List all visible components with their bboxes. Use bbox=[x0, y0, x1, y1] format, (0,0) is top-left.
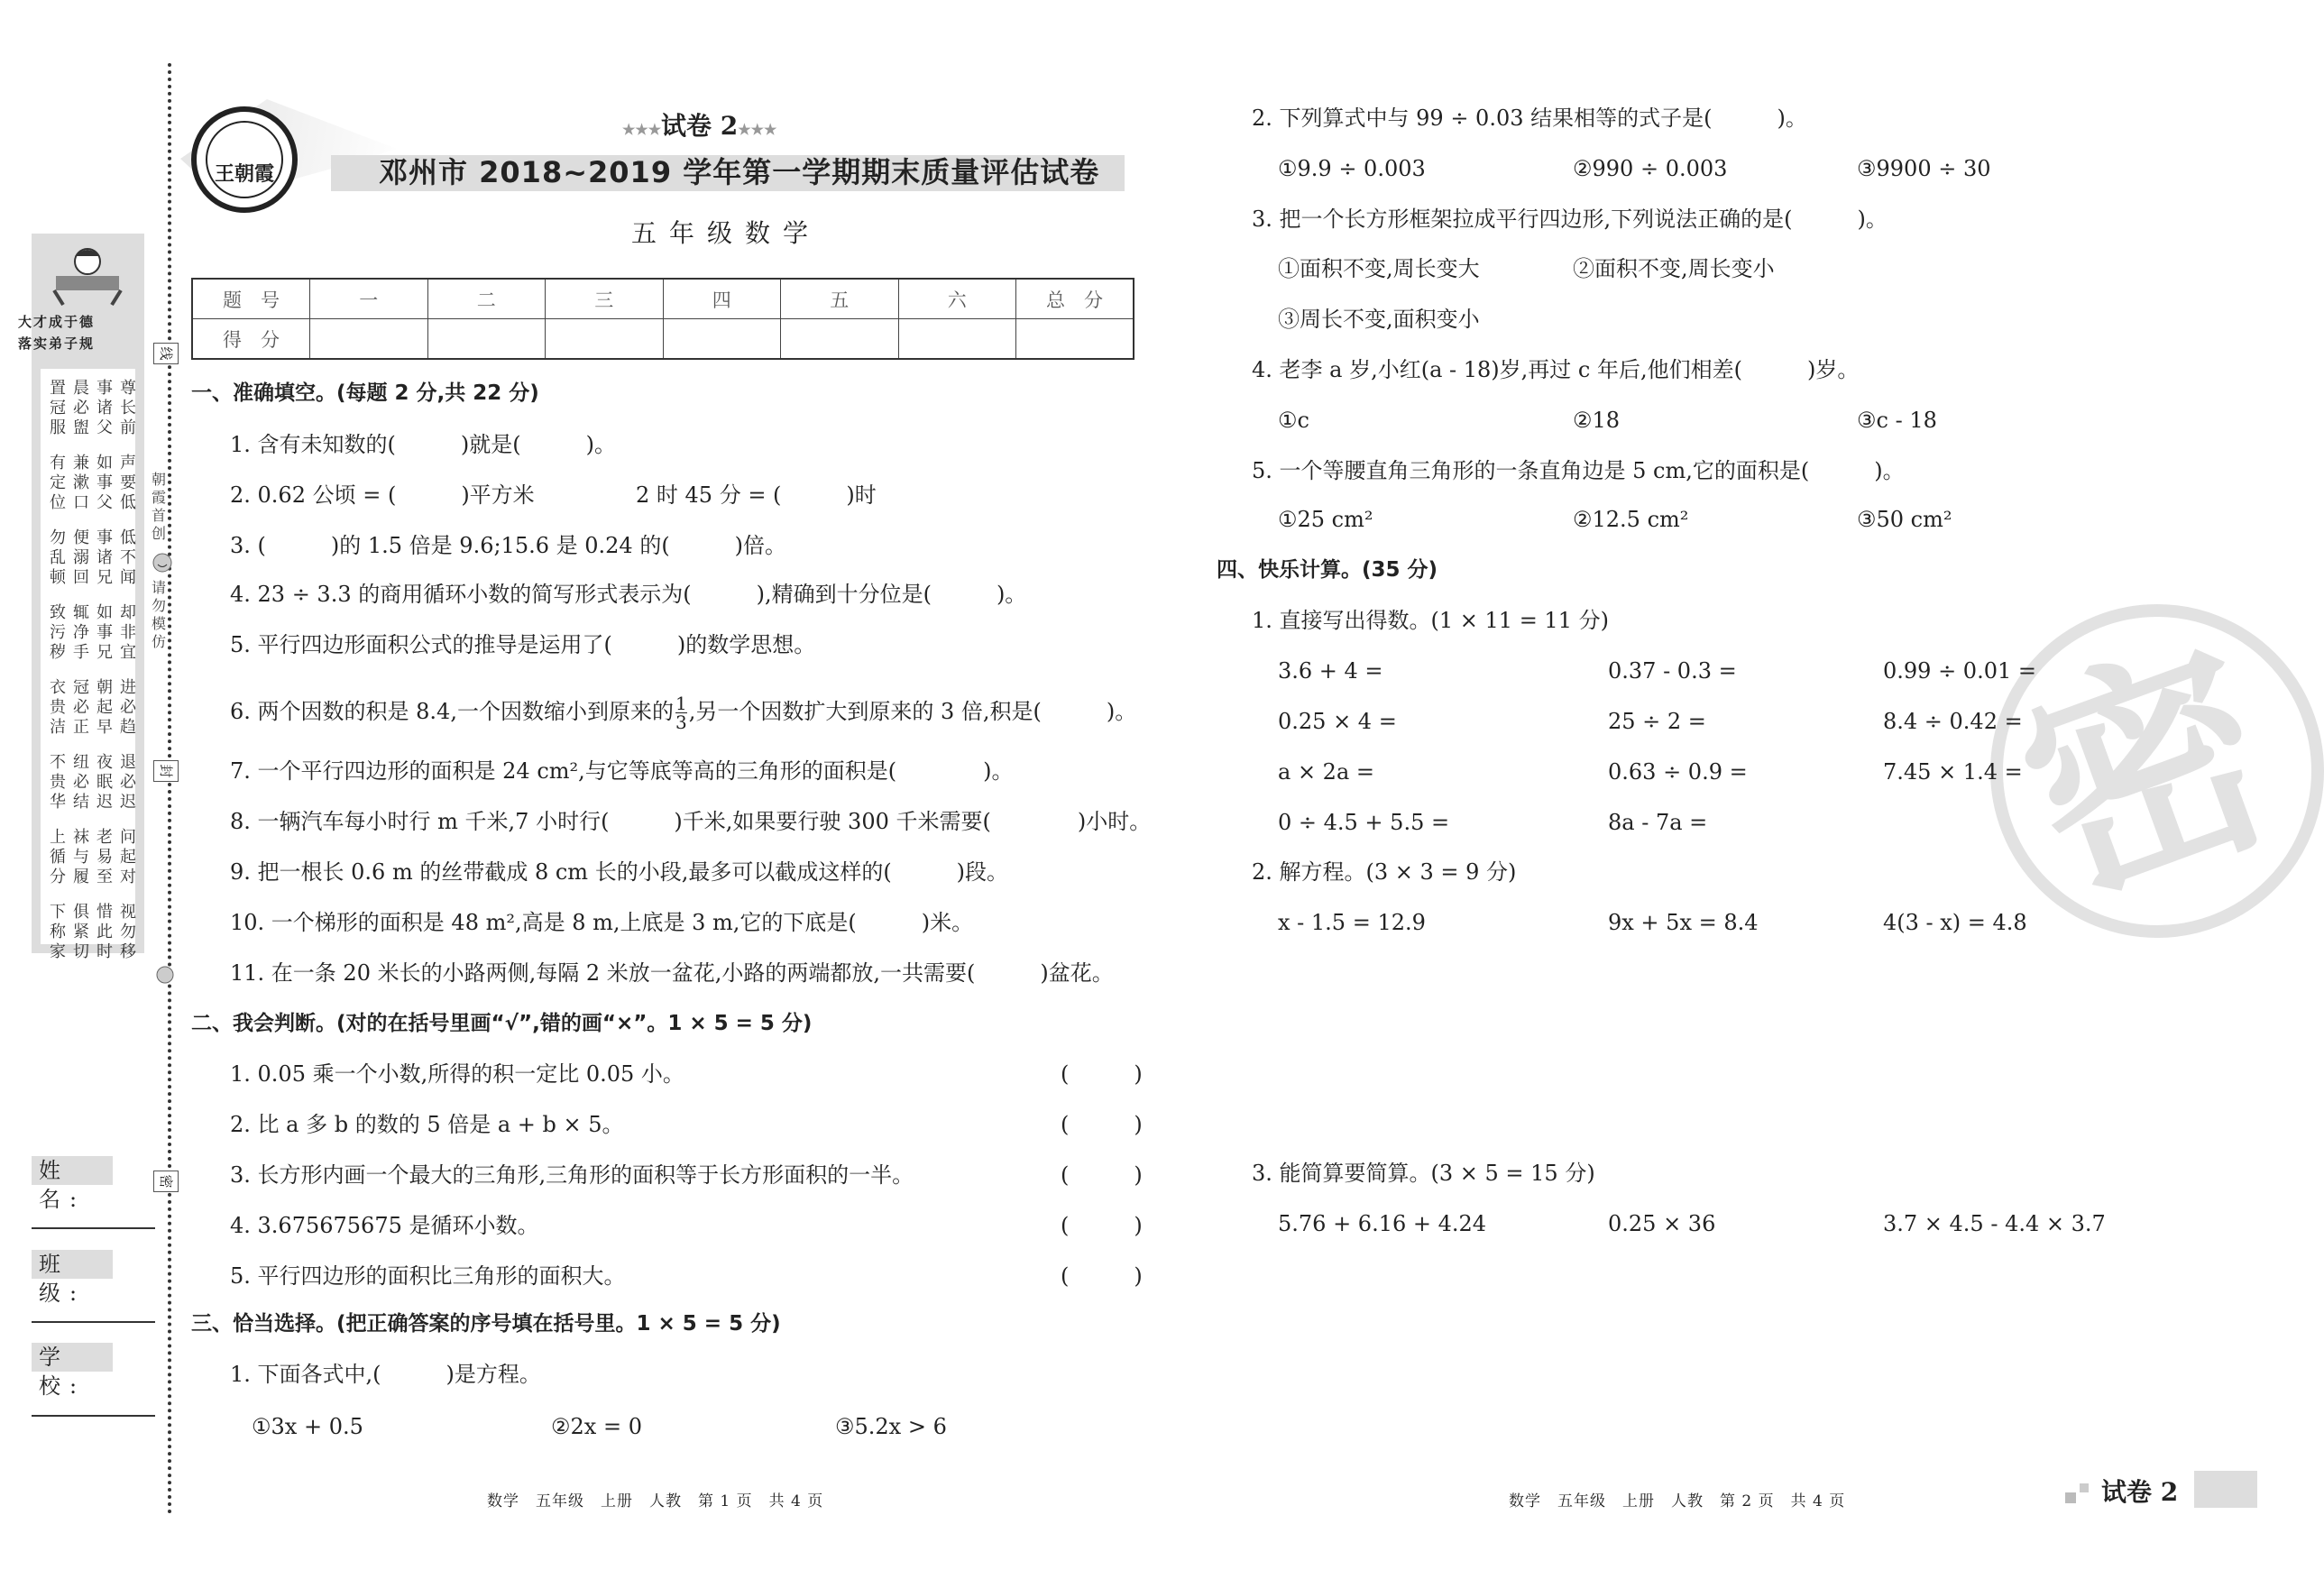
question-text: ,另一个因数扩大到原来的 3 倍,积是( )。 bbox=[688, 699, 1137, 724]
answer-paren: ( ) bbox=[1061, 1112, 1143, 1137]
sidebar-verse-line: 定漱事要 bbox=[50, 473, 143, 492]
equation-item: 9x + 5x = 8.4 bbox=[1608, 910, 1759, 935]
section-heading: 一、准确填空。(每题 2 分,共 22 分) bbox=[191, 381, 539, 405]
score-cell[interactable] bbox=[663, 319, 781, 360]
direct-calc-item: 25 ÷ 2 = bbox=[1608, 709, 1706, 734]
section-heading: 二、我会判断。(对的在括号里画“√”,错的画“×”。1 × 5 = 5 分) bbox=[191, 1012, 813, 1035]
true-false-question: 4. 3.675675675 是循环小数。 bbox=[230, 1213, 539, 1238]
direct-calc-item: 0 ÷ 4.5 + 5.5 = bbox=[1278, 810, 1450, 835]
sidebar-verse-line: 华结迟迟 bbox=[50, 793, 143, 812]
score-header-cell: 四 bbox=[663, 279, 781, 319]
school-field[interactable] bbox=[32, 1415, 155, 1417]
sidebar-verse-line: 致辄如却 bbox=[50, 603, 143, 622]
fraction-denominator: 3 bbox=[675, 712, 687, 733]
sidebar-verse-line: 循与易起 bbox=[50, 848, 143, 867]
true-false-question: 1. 0.05 乘一个小数,所得的积一定比 0.05 小。 bbox=[230, 1061, 684, 1087]
answer-paren: ( ) bbox=[1061, 1263, 1143, 1289]
fraction bbox=[675, 694, 687, 731]
page-footer: 数学 五年级 上册 人教 第 1 页 共 4 页 bbox=[487, 1492, 824, 1510]
section-heading: 四、快乐计算。(35 分) bbox=[1217, 558, 1438, 582]
score-cell[interactable] bbox=[1016, 319, 1134, 360]
fraction-numerator: 1 bbox=[675, 693, 687, 714]
answer-paren: ( ) bbox=[1061, 1213, 1143, 1238]
score-table bbox=[191, 278, 1134, 360]
star-icon: ★★★ bbox=[738, 121, 777, 138]
reading-child-illustration bbox=[45, 243, 131, 307]
score-header-cell: 二 bbox=[427, 279, 546, 319]
sidebar-verse-line: 勿便事低 bbox=[50, 528, 143, 547]
score-row-label: 得 分 bbox=[192, 319, 310, 360]
score-header-cell: 六 bbox=[898, 279, 1016, 319]
equation-item: x - 1.5 = 12.9 bbox=[1278, 910, 1426, 935]
name-label: 姓 名: bbox=[32, 1156, 113, 1185]
fold-mark-line: 线 bbox=[153, 343, 179, 364]
fold-mark-secret: 密 bbox=[153, 1171, 179, 1192]
score-cell[interactable] bbox=[427, 319, 546, 360]
exam-badge bbox=[2101, 1471, 2257, 1508]
sidebar-verse-line: 污净事非 bbox=[50, 623, 143, 642]
score-cell[interactable] bbox=[546, 319, 664, 360]
fill-blank-question: 2. 0.62 公顷 = ( )平方米 bbox=[230, 482, 535, 508]
direct-calc-item: a × 2a = bbox=[1278, 759, 1374, 785]
calc-part-heading: 2. 解方程。(3 × 3 = 9 分) bbox=[1252, 859, 1517, 885]
class-label: 班 级: bbox=[32, 1250, 113, 1279]
choice-option: ②12.5 cm² bbox=[1573, 507, 1689, 532]
fill-blank-question: 9. 把一根长 0.6 m 的丝带截成 8 cm 长的小段,最多可以截成这样的( )段。 bbox=[230, 859, 1009, 885]
score-header-cell: 题 号 bbox=[192, 279, 310, 319]
direct-calc-item: 3.6 + 4 = bbox=[1278, 658, 1383, 684]
fill-blank-question: 11. 在一条 20 米长的小路两侧,每隔 2 米放一盆花,小路的两端都放,一共需要( )盆花。 bbox=[230, 960, 1114, 986]
vertical-note-original: 朝霞首创 bbox=[152, 471, 167, 542]
score-cell[interactable] bbox=[898, 319, 1016, 360]
class-field[interactable] bbox=[32, 1321, 155, 1323]
choice-question: 2. 下列算式中与 99 ÷ 0.03 结果相等的式子是( )。 bbox=[1252, 106, 1807, 131]
score-table-score-row bbox=[192, 319, 1134, 360]
sidebar-verse-line: 冠必诸长 bbox=[50, 399, 143, 418]
sidebar-verse-line: 家切时移 bbox=[50, 942, 143, 961]
watermark-glyph: 密 bbox=[1990, 606, 2304, 943]
simplify-item: 0.25 × 36 bbox=[1608, 1211, 1716, 1236]
choice-option: ①9.9 ÷ 0.003 bbox=[1278, 156, 1426, 181]
choice-question: 4. 老李 a 岁,小红(a - 18)岁,再过 c 年后,他们相差( )岁。 bbox=[1252, 357, 1860, 382]
calc-part-heading: 3. 能简算要简算。(3 × 5 = 15 分) bbox=[1252, 1161, 1595, 1186]
sidebar-verse-line: 秽手兄宜 bbox=[50, 643, 143, 662]
simplify-item: 5.76 + 6.16 + 4.24 bbox=[1278, 1211, 1487, 1236]
score-header-cell: 总 分 bbox=[1016, 279, 1134, 319]
choice-option: ③5.2x > 6 bbox=[835, 1414, 947, 1439]
direct-calc-item: 8a - 7a = bbox=[1608, 810, 1708, 835]
sidebar-verse-line: 有兼如声 bbox=[50, 454, 143, 473]
score-header-cell: 五 bbox=[781, 279, 899, 319]
sidebar-verse-line: 乱溺诸不 bbox=[50, 548, 143, 567]
choice-option: ③9900 ÷ 30 bbox=[1857, 156, 1991, 181]
choice-option: ③周长不变,面积变小 bbox=[1278, 307, 1480, 332]
sidebar-verse-line: 位口父低 bbox=[50, 493, 143, 512]
choice-option: ③c - 18 bbox=[1857, 408, 1937, 433]
brand-logo bbox=[191, 106, 298, 213]
choice-option: ①3x + 0.5 bbox=[252, 1414, 363, 1439]
sidebar-verse-line: 顿回兄闻 bbox=[50, 568, 143, 587]
sidebar-verse-line: 分履至对 bbox=[50, 868, 143, 886]
equation-item: 4(3 - x) = 4.8 bbox=[1883, 910, 2027, 935]
section-heading: 三、恰当选择。(把正确答案的序号填在括号里。1 × 5 = 5 分) bbox=[191, 1312, 781, 1336]
choice-option: ②面积不变,周长变小 bbox=[1573, 256, 1775, 281]
binding-fold-line bbox=[168, 63, 171, 1515]
choice-option: ①c bbox=[1278, 408, 1309, 433]
sidebar-verse-line: 称紧此勿 bbox=[50, 923, 143, 941]
fold-mark-seal: 封 bbox=[153, 760, 179, 782]
exam-subject: 五年级数学 bbox=[631, 218, 822, 248]
choice-question: 5. 一个等腰直角三角形的一条直角边是 5 cm,它的面积是( )。 bbox=[1252, 458, 1905, 483]
score-header-cell: 三 bbox=[546, 279, 664, 319]
smiley-icon bbox=[152, 552, 173, 574]
confidential-watermark bbox=[1990, 604, 2324, 943]
fill-blank-question-6 bbox=[230, 694, 1136, 731]
choice-option: ②18 bbox=[1573, 408, 1621, 433]
true-false-question: 5. 平行四边形的面积比三角形的面积大。 bbox=[230, 1263, 626, 1289]
true-false-question: 2. 比 a 多 b 的数的 5 倍是 a + b × 5。 bbox=[230, 1112, 624, 1137]
direct-calc-item: 0.37 - 0.3 = bbox=[1608, 658, 1737, 684]
calc-part-heading: 1. 直接写出得数。(1 × 11 = 11 分) bbox=[1252, 608, 1609, 633]
star-icon: ★★★ bbox=[622, 121, 662, 138]
answer-paren: ( ) bbox=[1061, 1061, 1143, 1087]
name-field[interactable] bbox=[32, 1227, 155, 1229]
sidebar-verse-line: 贵必眠必 bbox=[50, 773, 143, 792]
vertical-note-no-copy: 请勿模仿 bbox=[152, 579, 167, 650]
choice-option: ②990 ÷ 0.003 bbox=[1573, 156, 1728, 181]
simplify-item: 3.7 × 4.5 - 4.4 × 3.7 bbox=[1883, 1211, 2106, 1236]
score-header-cell: 一 bbox=[310, 279, 428, 319]
brand-logo-text: 王朝霞 bbox=[214, 162, 274, 186]
fill-blank-question: 5. 平行四边形面积公式的推导是运用了( )的数学思想。 bbox=[230, 632, 816, 657]
fill-blank-question: 4. 23 ÷ 3.3 的商用循环小数的简写形式表示为( ),精确到十分位是( )。 bbox=[230, 582, 1027, 607]
choice-option: ③50 cm² bbox=[1857, 507, 1952, 532]
fill-blank-question: 7. 一个平行四边形的面积是 24 cm²,与它等底等高的三角形的面积是( )。 bbox=[230, 758, 1014, 784]
score-cell[interactable] bbox=[310, 319, 428, 360]
choice-question: 3. 把一个长方形框架拉成平行四边形,下列说法正确的是( )。 bbox=[1252, 207, 1888, 232]
sidebar-verse-line: 服盥父前 bbox=[50, 418, 143, 437]
sidebar-motto-line: 大才成于德 bbox=[17, 314, 95, 330]
exam-series-text: 试卷 2 bbox=[661, 111, 739, 141]
score-table-header-row bbox=[192, 279, 1134, 319]
sidebar-motto-line: 落实弟子规 bbox=[17, 335, 95, 352]
direct-calc-item: 0.63 ÷ 0.9 = bbox=[1608, 759, 1748, 785]
choice-option: ①25 cm² bbox=[1278, 507, 1373, 532]
page-footer: 数学 五年级 上册 人教 第 2 页 共 4 页 bbox=[1509, 1492, 1846, 1510]
fill-blank-question: 10. 一个梯形的面积是 48 m²,高是 8 m,上底是 3 m,它的下底是( )米。 bbox=[230, 910, 974, 935]
sidebar-verse-line: 贵必起必 bbox=[50, 698, 143, 717]
exam-series-label bbox=[622, 110, 776, 146]
sidebar-verse-line: 衣冠朝进 bbox=[50, 678, 143, 697]
sidebar-verse-line: 上袜老问 bbox=[50, 828, 143, 847]
true-false-question: 3. 长方形内画一个最大的三角形,三角形的面积等于长方形面积的一半。 bbox=[230, 1162, 914, 1188]
school-label: 学 校: bbox=[32, 1343, 113, 1372]
sidebar-verse-line: 不纽夜退 bbox=[50, 753, 143, 772]
choice-option: ①面积不变,周长变大 bbox=[1278, 256, 1480, 281]
smiley-icon bbox=[155, 965, 175, 985]
fill-blank-question: 8. 一辆汽车每小时行 m 千米,7 小时行( )千米,如果要行驶 300 千米需要( )小时。 bbox=[230, 809, 1152, 834]
choice-option: ②2x = 0 bbox=[551, 1414, 642, 1439]
fill-blank-question: 1. 含有未知数的( )就是( )。 bbox=[230, 432, 616, 457]
direct-calc-item: 0.25 × 4 = bbox=[1278, 709, 1397, 734]
direct-calc-item: 0.99 ÷ 0.01 = bbox=[1883, 658, 2036, 684]
fill-blank-question: 3. ( )的 1.5 倍是 9.6;15.6 是 0.24 的( )倍。 bbox=[230, 533, 787, 558]
choice-question: 1. 下面各式中,( )是方程。 bbox=[230, 1362, 541, 1387]
sidebar-verse-line: 洁正早趋 bbox=[50, 718, 143, 737]
direct-calc-item: 8.4 ÷ 0.42 = bbox=[1883, 709, 2023, 734]
fill-blank-question: 2 时 45 分 = ( )时 bbox=[636, 482, 877, 508]
sidebar-verse-line: 下俱惜视 bbox=[50, 903, 143, 922]
question-text: 6. 两个因数的积是 8.4,一个因数缩小到原来的 bbox=[230, 699, 674, 724]
direct-calc-item: 7.45 × 1.4 = bbox=[1883, 759, 2023, 785]
answer-paren: ( ) bbox=[1061, 1162, 1143, 1188]
exam-title: 邓州市 2018~2019 学年第一学期期末质量评估试卷 bbox=[379, 155, 1100, 189]
exam-badge-text: 试卷 2 bbox=[2101, 1477, 2179, 1507]
sidebar-verse-line: 置晨事尊 bbox=[50, 379, 143, 398]
score-cell[interactable] bbox=[781, 319, 899, 360]
